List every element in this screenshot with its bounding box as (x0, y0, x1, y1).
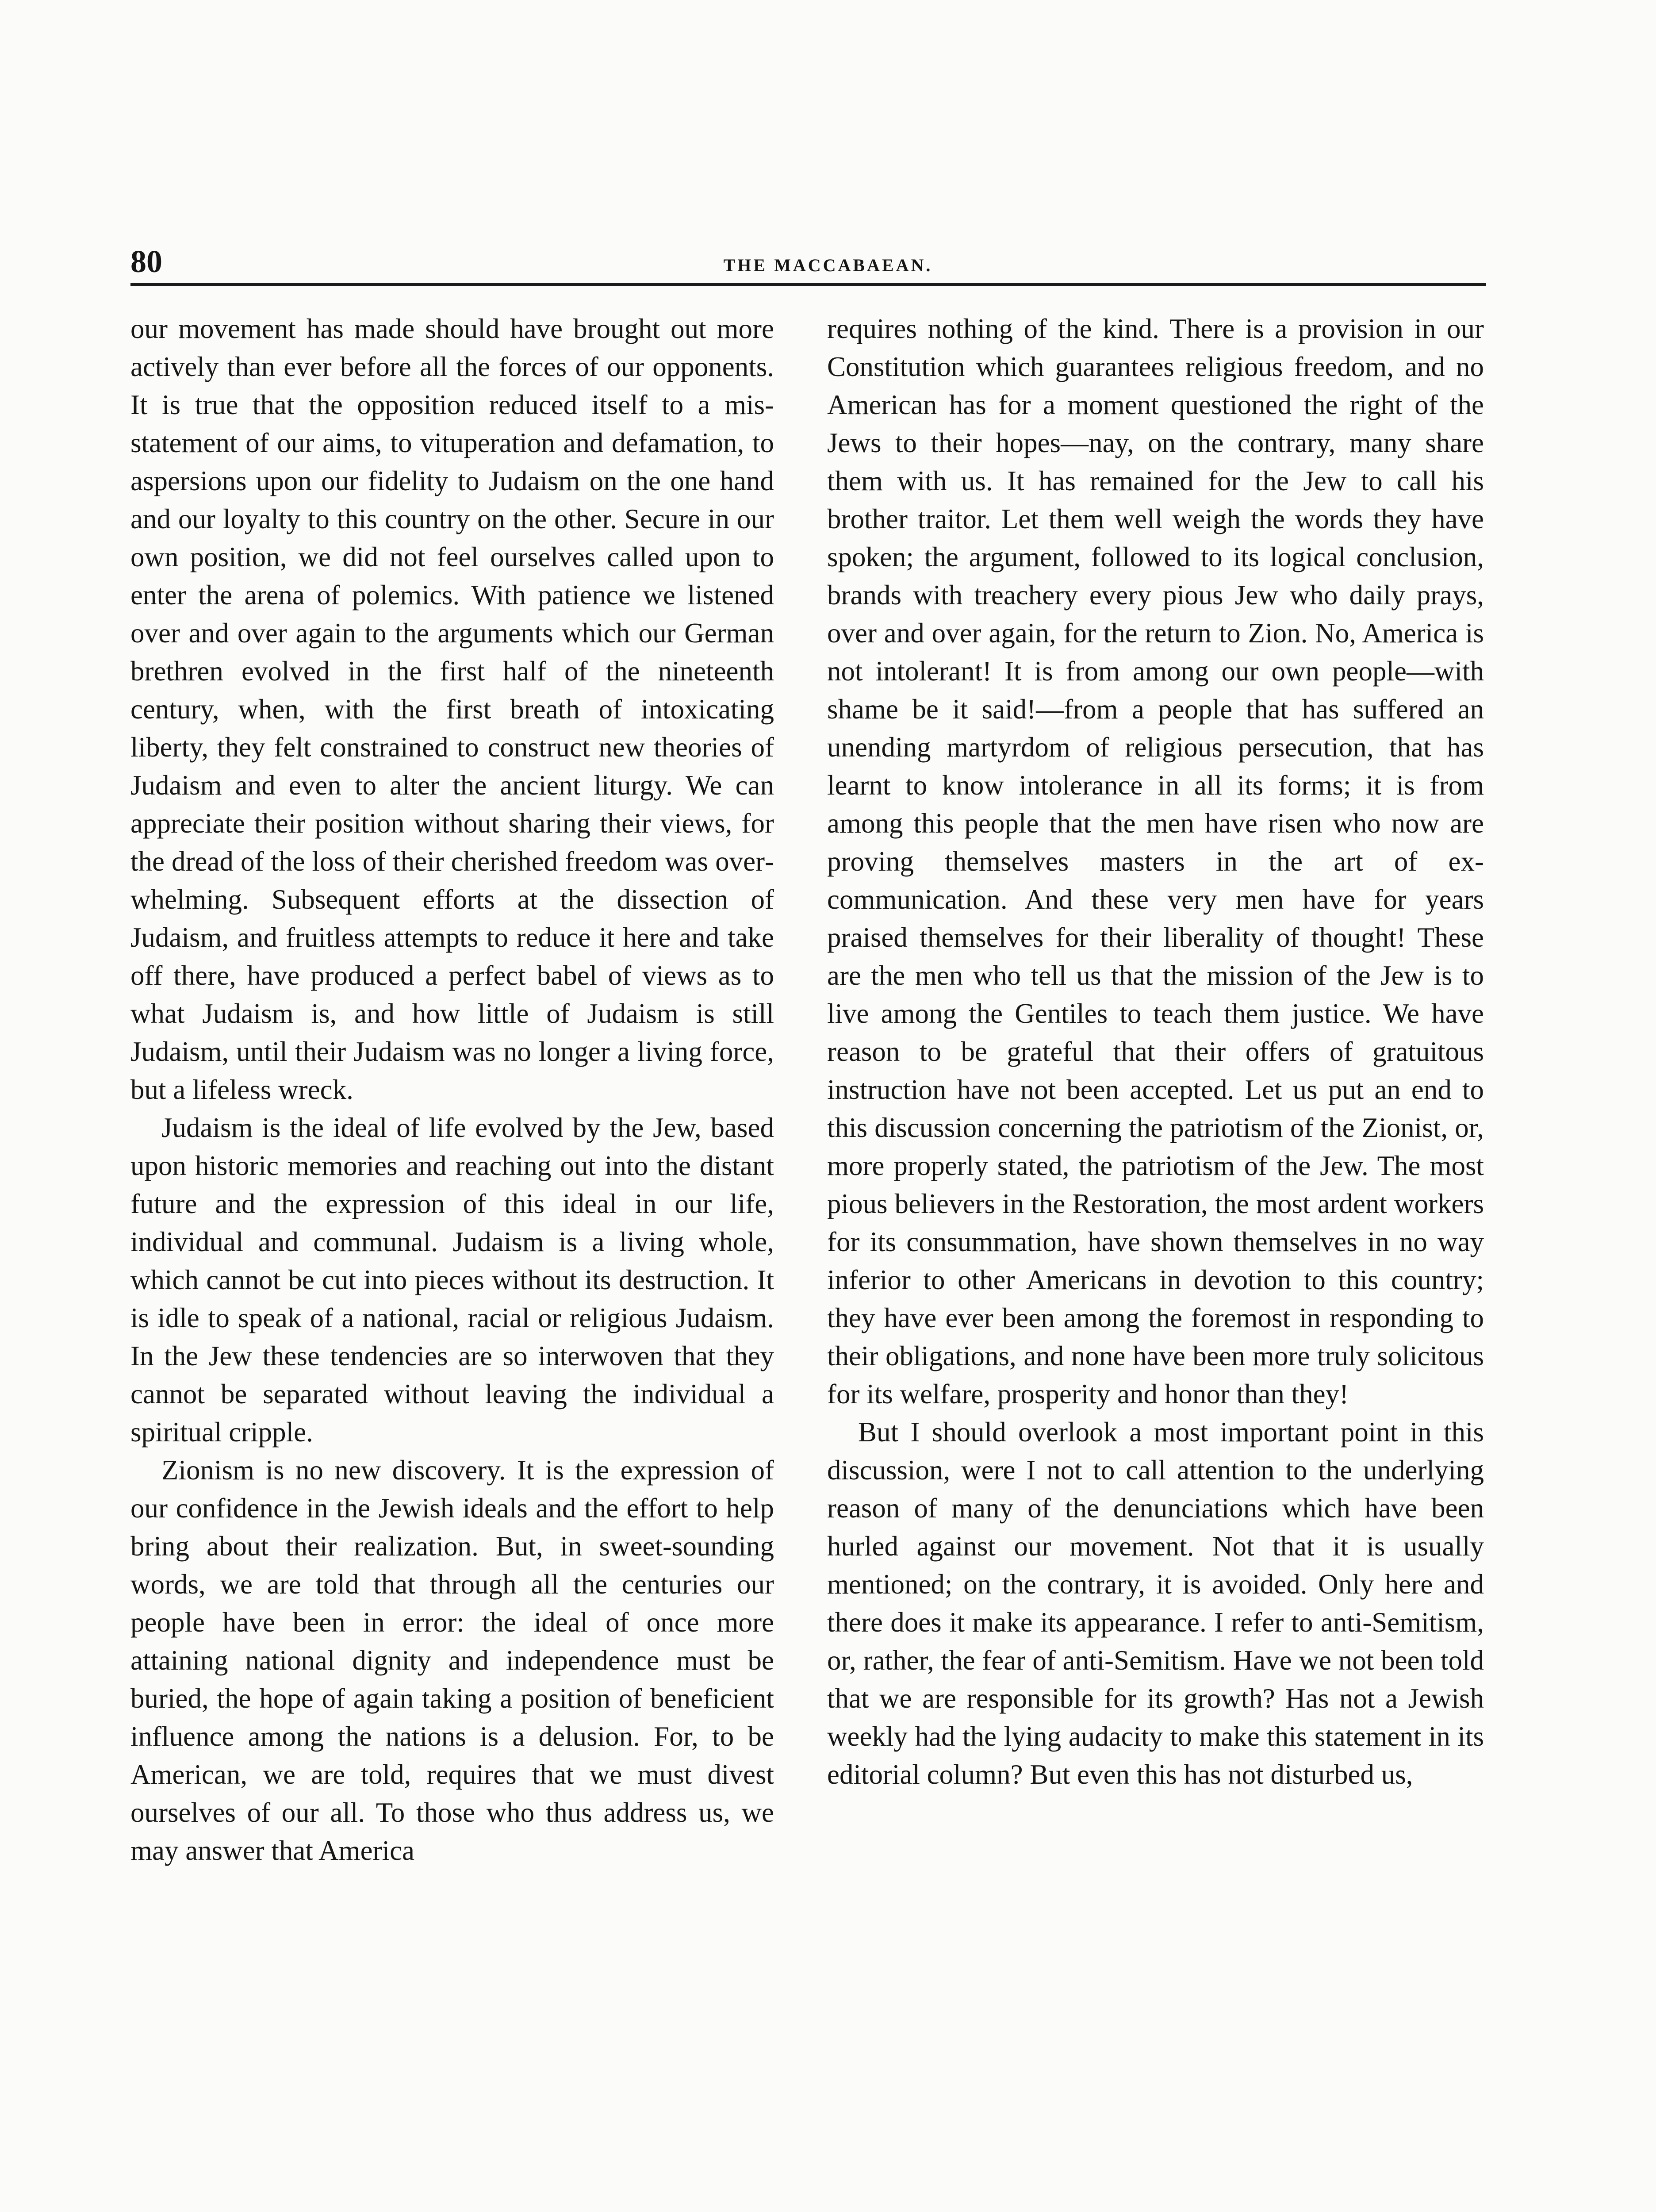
paragraph: our movement has made should have brought out more actively than ever before all the forces of our opponents. It is true that the opposition reduced itself to a mis-statement of our aims, to vituperation and defamation, to aspersions upon our fidelity to Judaism on the one hand and our loyalty to this country on the other. Secure in our own position, we did not feel ourselves called upon to enter the arena of polemics. With patience we listened over and over again to the arguments which our German brethren evolved in the first half of the nineteenth century, when, with the first breath of intoxicating liberty, they felt constrained to construct new theories of Judaism and even to alter the ancient liturgy. We can appreciate their position without sharing their views, for the dread of the loss of their cherished freedom was overwhelming. Subsequent efforts at the dissection of Judaism, and fruitless attempts to reduce it here and take off there, have produced a perfect babel of views as to what Judaism is, and how little of Judaism is still Judaism, until their Judaism was no longer a living force, but a lifeless wreck. (130, 313, 774, 1105)
paragraph: Zionism is no new discovery. It is the expression of our confidence in the Jewish ideals and the effort to help bring about their realization. But, in sweet-sounding words, we are told that through all the centuries our people have been in error: the ideal of once more attaining national dignity and independence must be buried, the hope of again taking a position of beneficient influence among the nations is a delusion. For, to be American, we are told, requires that we must divest ourselves of our all. To those who thus address us, we may answer that America (130, 1455, 774, 1866)
running-head: THE MACCABAEAN. (723, 255, 933, 275)
paragraph: Judaism is the ideal of life evolved by the Jew, based upon historic memories and reaching out into the distant future and the expression of this ideal in our life, individual and communal. Judaism is a living whole, which cannot be cut into pieces without its destruction. It is idle to speak of a national, racial or religious Judaism. In the Jew these tendencies are so interwoven that they cannot be separated without leaving the individual a spiritual cripple. (130, 1112, 774, 1448)
page-number: 80 (130, 244, 162, 279)
left-column (130, 310, 774, 2212)
paragraph: But I should overlook a most important point in this discussion, were I not to call attention to the underlying reason of many of the denunciations which have been hurled against our movement. Not that it is usually mentioned; on the contrary, it is avoided. Only here and there does it make its appearance. I refer to anti-Semitism, or, rather, the fear of anti-Semitism. Have we not been told that we are responsible for its growth? Has not a Jewish weekly had the lying audacity to make this statement in its editorial column? But even this has not disturbed us, (827, 1417, 1484, 1790)
right-column (827, 310, 1484, 2212)
paragraph: requires nothing of the kind. There is a provision in our Constitution which guarantees religious freedom, and no American has for a moment questioned the right of the Jews to their hopes—nay, on the contrary, many share them with us. It has remained for the Jew to call his brother traitor. Let them well weigh the words they have spoken; the argument, followed to its logical conclusion, brands with treachery every pious Jew who daily prays, over and over again, for the return to Zion. No, America is not intolerant! It is from among our own people—with shame be it said!—from a people that has suffered an unending martyrdom of religious persecution, that has learnt to know intolerance in all its forms; it is from among this people that the men have risen who now are proving themselves masters in the art of excommunication. And these very men have for years praised themselves for their liberality of thought! These are the men who tell us that the mission of the Jew is to live among the Gentiles to teach them justice. We have reason to be grateful that their offers of gratuitous instruction have not been accepted. Let us put an end to this discussion concerning the patriotism of the Zionist, or, more properly stated, the patriotism of the Jew. The most pious believers in the Restoration, the most ardent workers for its consummation, have shown themselves in no way inferior to other Americans in devotion to this country; they have ever been among the foremost in responding to their obligations, and none have been more truly solicitous for its welfare, prosperity and honor than they! (827, 313, 1484, 1409)
header-rule (130, 283, 1486, 286)
